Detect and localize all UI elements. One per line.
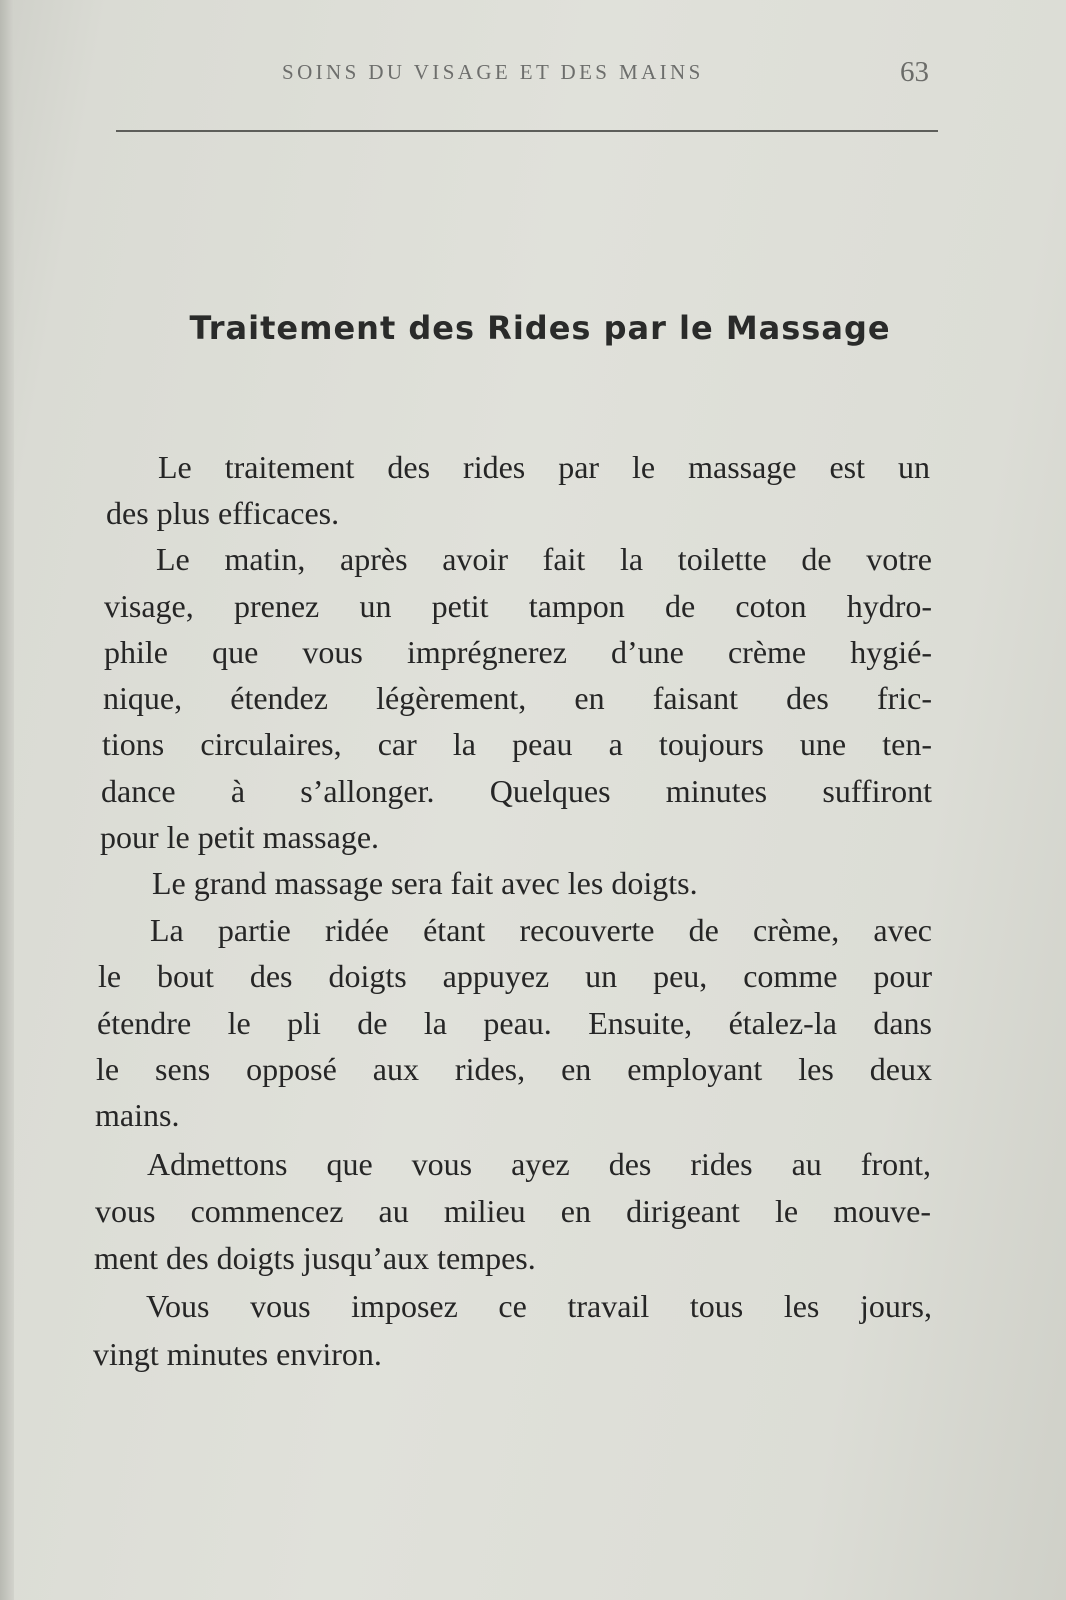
body-line: La partie ridée étant recouverte de crème, avec <box>150 912 932 948</box>
body-line: pour le petit massage. <box>100 819 380 855</box>
body-line: Le grand massage sera fait avec les doigts. <box>152 865 698 901</box>
body-line: ment des doigts jusqu’aux tempes. <box>94 1240 536 1276</box>
body-line: vous commencez au milieu en dirigeant le mouve- <box>95 1193 931 1229</box>
page-number: 63 <box>900 56 929 88</box>
chapter-title: Traitement des Rides par le Massage <box>189 309 891 347</box>
body-line: phile que vous imprégnerez d’une crème hygié- <box>104 634 932 670</box>
body-line: Vous vous imposez ce travail tous les jours, <box>146 1288 932 1324</box>
header-rule <box>116 130 938 132</box>
body-line: des plus efficaces. <box>106 495 340 531</box>
body-line: tions circulaires, car la peau a toujours une ten- <box>102 726 932 762</box>
body-line: mains. <box>95 1097 180 1133</box>
body-line: Admettons que vous ayez des rides au front, <box>147 1146 931 1182</box>
page-gutter-shadow <box>0 0 14 1600</box>
body-line: le bout des doigts appuyez un peu, comme pour <box>98 958 932 994</box>
body-line: nique, étendez légèrement, en faisant des fric- <box>103 680 932 716</box>
body-line: visage, prenez un petit tampon de coton hydro- <box>104 588 932 624</box>
body-line: étendre le pli de la peau. Ensuite, étalez-la dans <box>97 1005 932 1041</box>
running-head: SOINS DU VISAGE ET DES MAINS <box>282 60 704 84</box>
body-line: dance à s’allonger. Quelques minutes suffiront <box>101 773 932 809</box>
body-line: Le matin, après avoir fait la toilette de votre <box>156 541 932 577</box>
body-line: le sens opposé aux rides, en employant les deux <box>96 1051 932 1087</box>
body-line: Le traitement des rides par le massage est un <box>158 449 930 485</box>
body-line: vingt minutes environ. <box>93 1336 382 1372</box>
